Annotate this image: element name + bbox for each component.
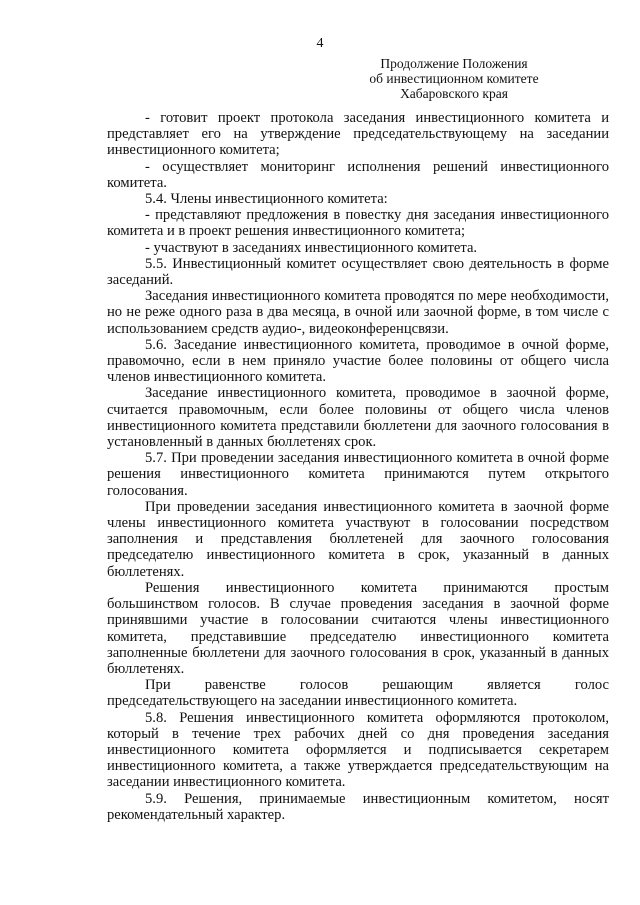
paragraph: 5.5. Инвестиционный комитет осуществляет свою деятельность в форме заседаний. xyxy=(107,255,609,289)
page-number: 4 xyxy=(316,36,324,51)
header-line-2: об инвестиционном комитете xyxy=(369,71,539,86)
paragraph: - участвуют в заседаниях инвестиционного комитета. xyxy=(145,239,478,256)
document-header xyxy=(324,56,584,101)
paragraph: 5.6. Заседание инвестиционного комитета, проводимое в очной форме, правомочно, если в нем приняло участие более половины от общего числа членов инвестиционного комитета. xyxy=(107,336,609,386)
paragraph: При проведении заседания инвестиционного комитета в заочной форме члены инвестиционного комитета участвуют в голосовании посредством заполнения и представления бюллетеней для заочного голосования председателю инвестиционного комитета в срок, указанный в данных бюллетенях. xyxy=(107,498,609,580)
paragraph: - представляют предложения в повестку дня заседания инвестиционного комитета и в проект решения инвестиционного комитета; xyxy=(107,207,609,240)
paragraph: Заседание инвестиционного комитета, проводимое в заочной форме, считается правомочным, если более половины от общего числа членов инвестиционного комитета представили бюллетени для заочного голосования в установленный в данных бюллетенях срок. xyxy=(107,385,609,451)
paragraph: 5.7. При проведении заседания инвестиционного комитета в очной форме решения инвестиционного комитета принимаются путем открытого голосования. xyxy=(107,450,609,499)
paragraph: Заседания инвестиционного комитета проводятся по мере необходимости, но не реже одного раза в два месяца, в очной или заочной форме, в том числе с использованием средств аудио-, видеоконференцсвязи. xyxy=(107,288,609,337)
paragraph: Решения инвестиционного комитета принимаются простым большинством голосов. В случае проведения заседания в заочной форме принявшими участие в голосовании считаются члены инвестиционного комитета, представившие председателю инвестиционного комитета заполненные бюллетени для заочного голосования в срок, указанный в данных бюллетенях. xyxy=(107,579,609,677)
paragraph: При равенстве голосов решающим является голос председательствующего на заседании инвестиционного комитета. xyxy=(107,677,609,710)
header-line-3: Хабаровского края xyxy=(400,86,508,101)
paragraph: 5.4. Члены инвестиционного комитета: xyxy=(145,191,388,208)
paragraph: - готовит проект протокола заседания инвестиционного комитета и представляет его на утверждение председательствующему на заседании инвестиционного комитета; xyxy=(107,110,609,159)
document-body xyxy=(107,110,609,823)
paragraph: 5.8. Решения инвестиционного комитета оформляются протоколом, который в течение трех рабочих дней со дня проведения заседания инвестиционного комитета оформляется и подписывается секретарем инвестиционного комитета, а также утверждается председательствующим на заседании инвестиционного комитета. xyxy=(107,709,609,791)
paragraph: - осуществляет мониторинг исполнения решений инвестиционного комитета. xyxy=(107,158,609,191)
paragraph: 5.9. Решения, принимаемые инвестиционным комитетом, носят рекомендательный характер. xyxy=(107,790,609,823)
header-line-1: Продолжение Положения xyxy=(380,56,528,71)
